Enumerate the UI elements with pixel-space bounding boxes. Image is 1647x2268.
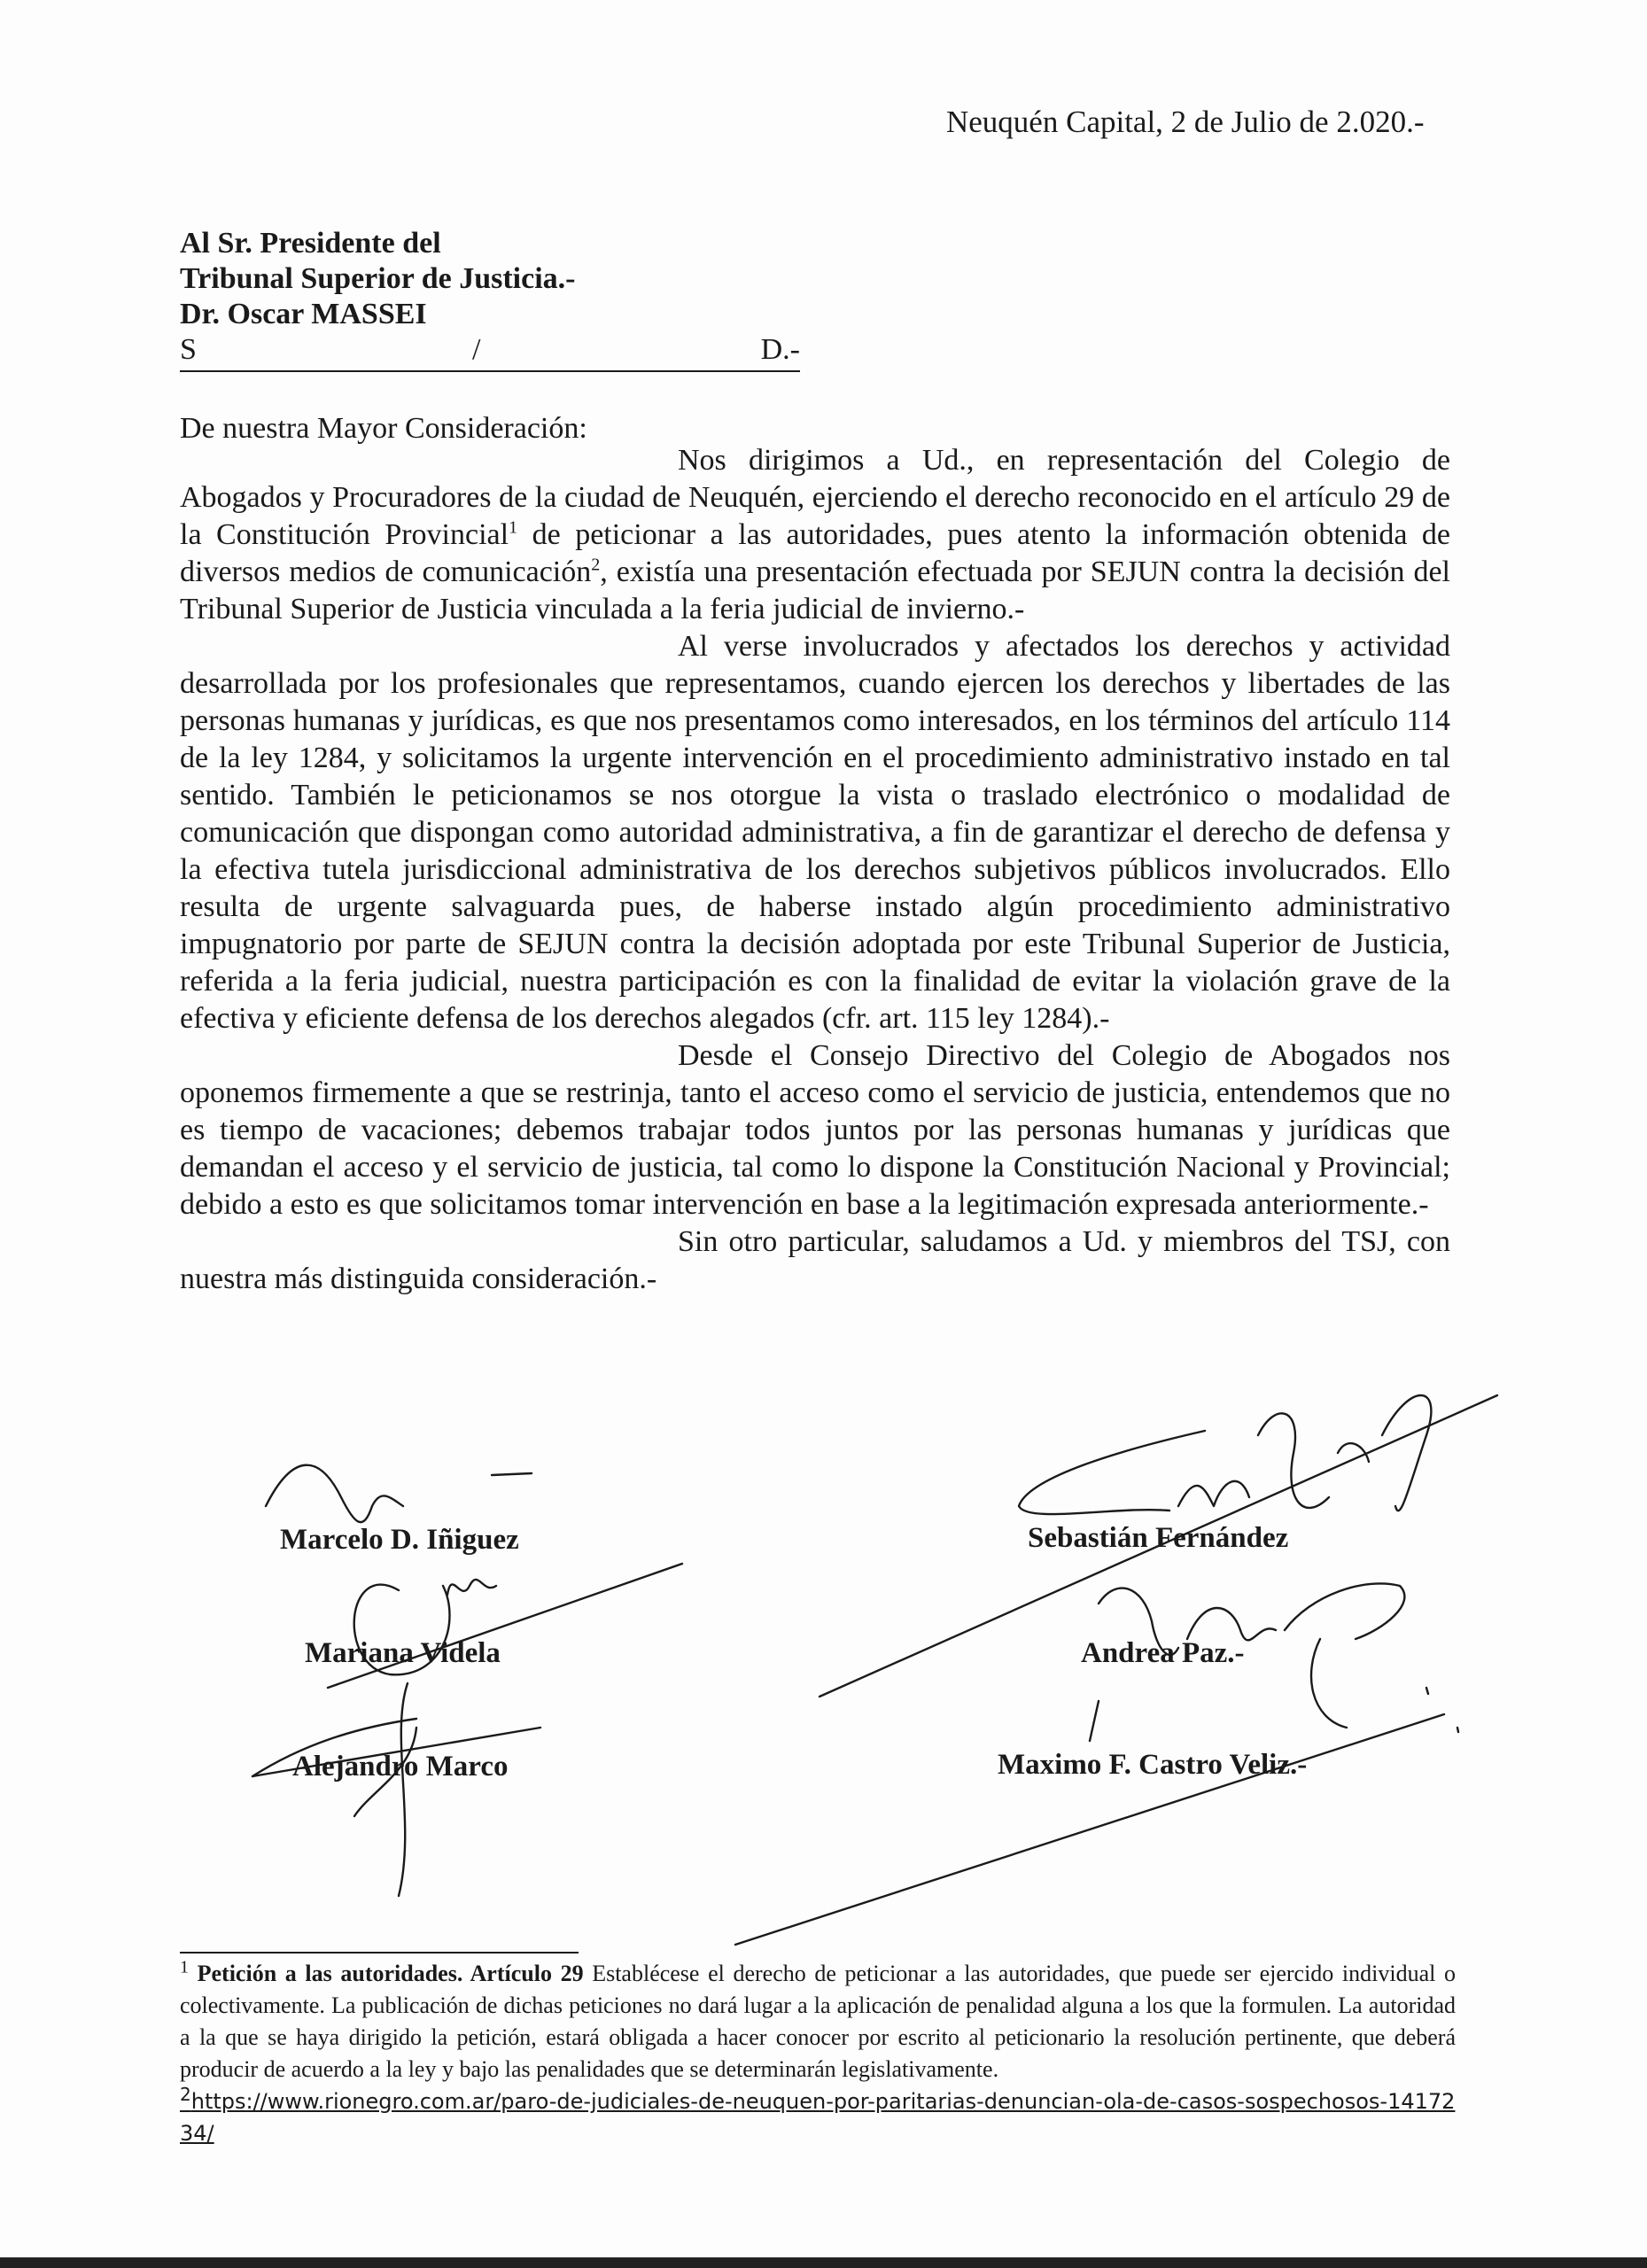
footnote-ref-1: 1 [509, 517, 518, 538]
footnote-2 [180, 2085, 1456, 2149]
place-date: Neuquén Capital, 2 de Julio de 2.020.- [946, 105, 1425, 139]
signatory-maximo-castro-veliz: Maximo F. Castro Veliz.- [998, 1749, 1308, 1781]
signatory-marcelo-iniguez: Marcelo D. Iñiguez [280, 1524, 519, 1556]
signatory-mariana-videla: Mariana Videla [305, 1637, 501, 1669]
footnote-2-link[interactable]: https://www.rionegro.com.ar/paro-de-judiciales-de-neuquen-por-paritarias-denuncian-ola-de-casos-sospechosos-1417234/ [180, 2089, 1456, 2146]
signatory-andrea-paz: Andrea Paz.- [1081, 1637, 1245, 1669]
addressee-line-2: Tribunal Superior de Justicia.- [180, 262, 576, 295]
footnote-1-title: Petición a las autoridades. Artículo 29 [197, 1961, 584, 1986]
scan-edge-band [0, 2257, 1647, 2268]
sd-slash: / [472, 333, 481, 366]
footnote-1-mark: 1 [180, 1957, 189, 1977]
footnotes [180, 1958, 1456, 2149]
addressee-line-1: Al Sr. Presidente del [180, 227, 441, 260]
signatory-alejandro-marco: Alejandro Marco [292, 1751, 509, 1783]
sd-s: S [180, 333, 197, 366]
paragraph-1-part-c: , existía una presentación efectuada por SEJUN contra la decisión del Tribunal Superior de Justicia vinculada a la feria judicial de invierno.- [180, 555, 1450, 625]
addressee-line-3: Dr. Oscar MASSEI [180, 298, 427, 330]
greeting: De nuestra Mayor Consideración: [180, 412, 587, 445]
footnote-divider [180, 1952, 579, 1953]
footnote-1-text: Establécese el derecho de peticionar a las autoridades, que puede ser ejercido individual o colectivamente. La publicación de dichas peticiones no dará lugar a la aplicación de penalidad alguna a los que la formulen. La autoridad a la que se haya dirigido la petición, estará obligada a hacer conocer por escrito al peticionario la resolución pertinente, que deberá producir de acuerdo a la ley y bajo las penalidades que se determinarán legislativamente. [180, 1961, 1456, 2082]
paragraph-1-part-b: de peticionar a las autoridades, pues atento la información obtenida de diversos medios de comunicación [180, 518, 1450, 588]
sd-d: D.- [760, 333, 800, 366]
paragraph-1-part-a: Nos dirigimos a Ud., en representación del Colegio de Abogados y Procuradores de la ciudad de Neuquén, ejerciendo el derecho reconocido en el artículo 29 de la Constitución Provincial [180, 444, 1450, 551]
signatory-sebastian-fernandez: Sebastián Fernández [1028, 1522, 1289, 1554]
footnote-1 [180, 1958, 1456, 2085]
footnote-ref-2: 2 [591, 555, 601, 575]
paragraph-3: Desde el Consejo Directivo del Colegio de Abogados nos oponemos firmemente a que se restrinja, tanto el acceso como el servicio de justicia, entendemos que no es tiempo de vacaciones; debemos trabajar todos juntos por las personas humanas y jurídicas que demandan el acceso y el servicio de justicia, tal como lo dispone la Constitución Nacional y Provincial; debido a esto es que solicitamos tomar intervención en base a la legitimación expresada anteriormente.- [180, 1039, 1450, 1221]
footnote-2-mark: 2 [180, 2084, 191, 2105]
paragraph-4: Sin otro particular, saludamos a Ud. y miembros del TSJ, con nuestra más distinguida consideración.- [180, 1225, 1450, 1295]
paragraph-2: Al verse involucrados y afectados los derechos y actividad desarrollada por los profesionales que representamos, cuando ejercen los derechos y libertades de las personas humanas y jurídicas, es que nos presentamos como interesados, en los términos del artículo 114 de la ley 1284, y solicitamos la urgente intervención en el procedimiento administrativo instado en tal sentido. También le peticionamos se nos otorgue la vista o traslado electrónico o modalidad de comunicación que dispongan como autoridad administrativa, a fin de garantizar el derecho de defensa y la efectiva tutela jurisdiccional administrativa de los derechos subjetivos públicos involucrados. Ello resulta de urgente salvaguarda pues, de haberse instado algún procedimiento administrativo impugnatorio por parte de SEJUN contra la decisión adoptada por este Tribunal Superior de Justicia, referida a la feria judicial, nuestra participación es con la finalidad de evitar la violación grave de la efectiva y eficiente defensa de los derechos alegados (cfr. art. 115 ley 1284).- [180, 630, 1450, 1035]
